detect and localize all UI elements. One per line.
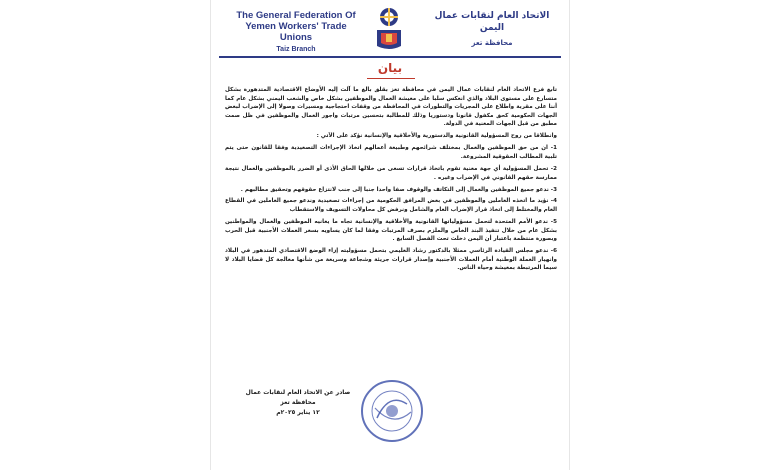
federation-logo-icon (369, 6, 409, 52)
document-page (210, 0, 570, 470)
official-stamp-icon (359, 378, 425, 444)
letterhead-arabic (427, 10, 557, 47)
document-title: بيان (377, 61, 403, 75)
letterhead-arabic-name: الاتحاد العام لنقابات عمال اليمن (434, 11, 550, 33)
paragraph-intro: تابع فرع الاتحاد العام لنقابات عمال اليمن في محافظة تعز بقلق بالغ ما آلت إليه الأوضاع الاقتصادية المتدهورة بشكل متسارع على مستوى البلاد والذي انعكس سلبا على معيشة العمال والموظفين بشكل خاص والشعب اليمني بشكل عام كما أننا على مقربة واطلاع على المجريات والتطورات في المحافظة من وقفات احتجاجية ومسيرات وصولا إلى الإضراب لبعض الجهات الحكومية كحق مكفول قانونا ودستوريا وذلك للمطالبة بتحسين مرتبات واجور العمال والموظفين في ظل صمت مطبق من قبل الجهات المعنية في الدولة. (225, 87, 557, 128)
signature-block (243, 388, 353, 418)
paragraph-point-5: 5- ندعو الأمم المتحدة لتحمل مسؤولياتها القانونية والأخلاقية والإنسانية تجاه ما يعانيه الموظفين والعمال والمواطنين بشكل عام من خلال تنفيذ البند الخاص والملزم بصرف المرتبات وفقا لما كان يساويه بسعر العملات الأجنبية قبل الحرب وبصورة منتظمة باعتبار أن اليمن دخلت تحت الفصل السابع . (225, 219, 557, 243)
paragraph-point-6: 6- ندعو مجلس القيادة الرئاسي ممثلا بالدكتور رشاد العليمي بتحمل مسؤوليته إزاء الوضع الاقتصادي المتدهور في البلاد وانهيار العملة الوطنية أمام العملات الأجنبية وإصدار قرارات جريئة وشجاعة وسريعة من شأنها معالجة كل قضايا البلاد لا سيما المرتبطة بمعيشة وحياة الناس. (225, 248, 557, 272)
letterhead-english-name: The General Federation Of Yemen Workers' Trade Unions (236, 10, 356, 43)
signature-branch: محافظة تعز (280, 399, 316, 406)
letterhead-arabic-branch: محافظة تعز (471, 39, 513, 47)
paragraph-point-3: 3- ندعو جميع الموظفين والعمال إلى التكاتف والوقوف صفا واحدا جنبا إلى جنب لانتزاع حقوقهم وتحقيق مطالبهم . (240, 186, 557, 193)
paragraph-point-2: 2- تحمل المسؤولية أي جهة معنية تقوم باتخاذ قرارات تسعى من خلالها الحاق الأذى أو الضرر بالموظفين والعمال نتيجة ممارسة حقهم القانوني في الإضراب وغيره . (225, 165, 557, 181)
letterhead-english-branch: Taiz Branch (276, 46, 316, 53)
letterhead-english (231, 10, 361, 53)
statement-body (225, 86, 557, 276)
paragraph-point-1: 1- ان من حق الموظفين والعمال بمختلف شرائحهم وطبيعة أعمالهم اتخاذ الإجراءات التصعيدية وفقا للقانون حتى يتم تلبية المطالب الحقوقية المشروعة. (225, 145, 557, 160)
title-underline (367, 78, 415, 79)
paragraph-point-4: 4- نؤيد ما اتخذه العاملين والموظفين في بعض المرافق الحكومية من إجراءات تصعيدية وندعو جميع العاملين في القطاع العام والمختلط إلى اتخاذ قرار الإضراب العام والشامل ونرفض كل محاولات التسويف والاستقطاب (225, 198, 557, 214)
paragraph-lead: وانطلاقا من روح المسؤولية القانونية والدستورية والأخلاقية والإنسانية نؤكد على الآتي : (316, 133, 557, 140)
signature-issuer: صادر عن الاتحاد العام لنقابات عمال (245, 389, 351, 396)
signature-date: ١٢ يناير ٢٠٢٥م (276, 409, 320, 416)
header-divider (219, 56, 561, 58)
